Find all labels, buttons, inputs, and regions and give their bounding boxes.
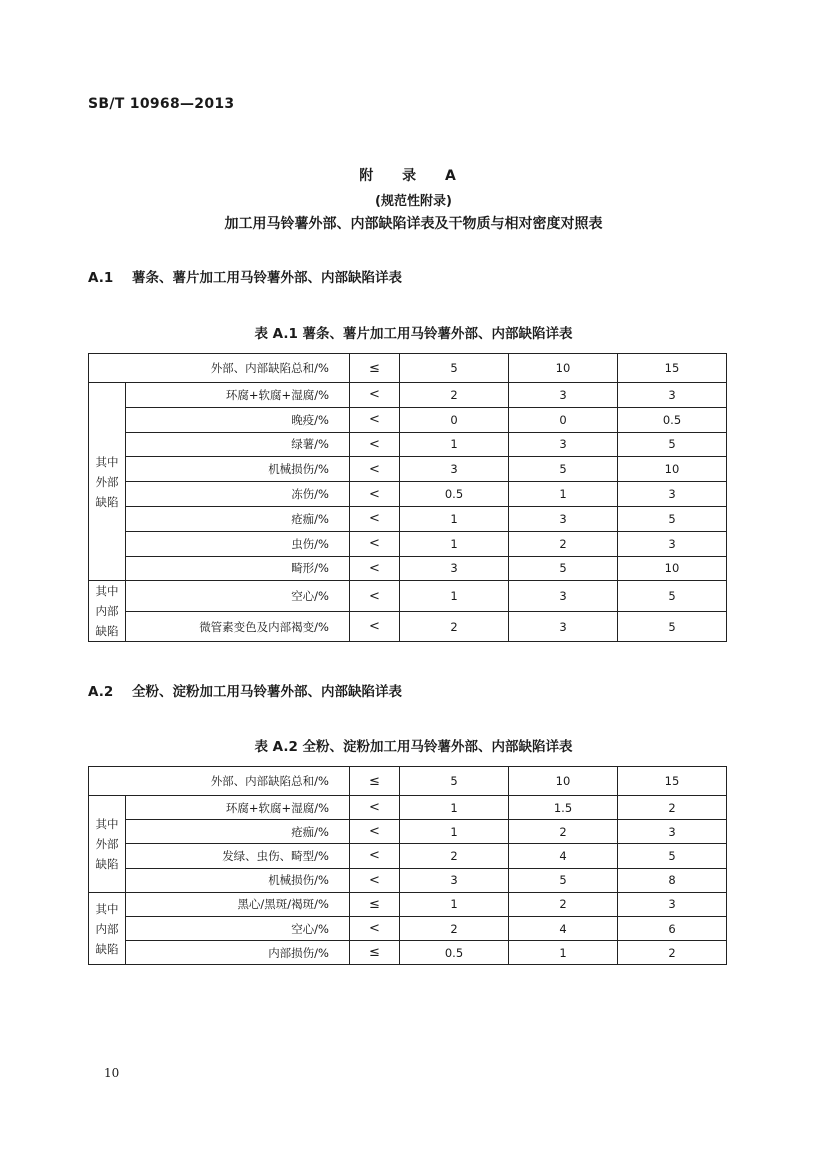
value-cell: 1 (509, 941, 618, 965)
comparison-symbol: < (350, 432, 400, 457)
value-cell: 1 (400, 506, 509, 531)
section-title: 薯条、薯片加工用马铃薯外部、内部缺陷详表 (132, 270, 402, 286)
value-cell: 5 (618, 611, 727, 642)
row-label: 晚疫/% (126, 407, 350, 432)
value-cell: 3 (618, 531, 727, 556)
value-cell: 1 (400, 796, 509, 820)
table-row (89, 383, 727, 408)
value-cell: 1 (400, 432, 509, 457)
value-cell: 0 (509, 407, 618, 432)
row-label: 冻伤/% (126, 482, 350, 507)
value-cell: 3 (618, 892, 727, 916)
comparison-symbol: < (350, 611, 400, 642)
value-cell: 3 (618, 482, 727, 507)
internal-defects-group-label: 其中 内部 缺陷 (89, 581, 126, 642)
value-cell: 3 (618, 383, 727, 408)
table-row (89, 432, 727, 457)
external-defects-group-label: 其中 外部 缺陷 (89, 383, 126, 581)
value-cell: 1 (400, 820, 509, 844)
table-row (89, 844, 727, 868)
comparison-symbol: < (350, 868, 400, 892)
value-cell: 10 (509, 354, 618, 383)
row-label: 环腐+软腐+湿腐/% (126, 796, 350, 820)
standard-code: SB/T 10968—2013 (88, 96, 235, 112)
table-row (89, 354, 727, 383)
comparison-symbol: ≤ (350, 941, 400, 965)
table-row (89, 611, 727, 642)
value-cell: 10 (618, 457, 727, 482)
comparison-symbol: ≤ (350, 767, 400, 796)
section-title: 全粉、淀粉加工用马铃薯外部、内部缺陷详表 (132, 684, 402, 700)
row-label: 黑心/黑斑/褐斑/% (126, 892, 350, 916)
row-label: 外部、内部缺陷总和/% (89, 767, 350, 796)
table-row (89, 820, 727, 844)
value-cell: 2 (400, 611, 509, 642)
value-cell: 15 (618, 354, 727, 383)
table-row (89, 767, 727, 796)
annex-title: 附 录 A (359, 168, 468, 184)
row-label: 虫伤/% (126, 531, 350, 556)
value-cell: 5 (618, 844, 727, 868)
value-cell: 5 (400, 354, 509, 383)
table-row (89, 892, 727, 916)
table-a2 (88, 766, 727, 965)
value-cell: 3 (400, 868, 509, 892)
comparison-symbol: < (350, 844, 400, 868)
value-cell: 15 (618, 767, 727, 796)
row-label: 机械损伤/% (126, 868, 350, 892)
value-cell: 5 (618, 581, 727, 612)
table-row (89, 916, 727, 940)
row-label: 内部损伤/% (126, 941, 350, 965)
comparison-symbol: < (350, 407, 400, 432)
value-cell: 0 (400, 407, 509, 432)
table-row (89, 796, 727, 820)
row-label: 空心/% (126, 581, 350, 612)
section-number: A.2 (88, 684, 114, 700)
value-cell: 1.5 (509, 796, 618, 820)
comparison-symbol: < (350, 820, 400, 844)
value-cell: 1 (400, 581, 509, 612)
section-number: A.1 (88, 270, 114, 286)
value-cell: 3 (509, 611, 618, 642)
table-row (89, 407, 727, 432)
comparison-symbol: < (350, 916, 400, 940)
comparison-symbol: < (350, 482, 400, 507)
value-cell: 2 (618, 796, 727, 820)
table-row (89, 941, 727, 965)
row-label: 畸形/% (126, 556, 350, 581)
comparison-symbol: ≤ (350, 354, 400, 383)
row-label: 疮痂/% (126, 820, 350, 844)
value-cell: 2 (509, 820, 618, 844)
value-cell: 8 (618, 868, 727, 892)
value-cell: 1 (400, 531, 509, 556)
value-cell: 3 (400, 457, 509, 482)
table-a1 (88, 353, 727, 642)
value-cell: 2 (400, 844, 509, 868)
value-cell: 2 (400, 916, 509, 940)
table-row (89, 868, 727, 892)
value-cell: 3 (509, 581, 618, 612)
value-cell: 3 (509, 506, 618, 531)
table-row (89, 531, 727, 556)
comparison-symbol: < (350, 796, 400, 820)
value-cell: 5 (400, 767, 509, 796)
row-label: 环腐+软腐+湿腐/% (126, 383, 350, 408)
value-cell: 3 (618, 820, 727, 844)
table-a2-caption: 表 A.2 全粉、淀粉加工用马铃薯外部、内部缺陷详表 (254, 739, 573, 755)
comparison-symbol: < (350, 581, 400, 612)
section-a1-heading (88, 266, 402, 286)
row-label: 绿薯/% (126, 432, 350, 457)
value-cell: 5 (509, 868, 618, 892)
value-cell: 3 (509, 383, 618, 408)
value-cell: 3 (509, 432, 618, 457)
comparison-symbol: < (350, 383, 400, 408)
row-label: 外部、内部缺陷总和/% (89, 354, 350, 383)
value-cell: 10 (618, 556, 727, 581)
value-cell: 5 (618, 506, 727, 531)
section-a2-heading (88, 680, 402, 700)
internal-defects-group-label: 其中 内部 缺陷 (89, 892, 126, 965)
annex-name: 加工用马铃薯外部、内部缺陷详表及干物质与相对密度对照表 (224, 216, 603, 232)
value-cell: 5 (618, 432, 727, 457)
row-label: 疮痂/% (126, 506, 350, 531)
table-row (89, 581, 727, 612)
value-cell: 5 (509, 457, 618, 482)
value-cell: 4 (509, 916, 618, 940)
comparison-symbol: < (350, 506, 400, 531)
row-label: 微管素变色及内部褐变/% (126, 611, 350, 642)
table-row (89, 506, 727, 531)
value-cell: 10 (509, 767, 618, 796)
value-cell: 0.5 (400, 941, 509, 965)
table-row (89, 482, 727, 507)
annex-subtitle: (规范性附录) (375, 194, 452, 209)
value-cell: 1 (509, 482, 618, 507)
comparison-symbol: < (350, 531, 400, 556)
comparison-symbol: ≤ (350, 892, 400, 916)
table-row (89, 556, 727, 581)
row-label: 发绿、虫伤、畸型/% (126, 844, 350, 868)
external-defects-group-label: 其中 外部 缺陷 (89, 796, 126, 893)
table-row (89, 457, 727, 482)
value-cell: 2 (618, 941, 727, 965)
value-cell: 6 (618, 916, 727, 940)
comparison-symbol: < (350, 556, 400, 581)
value-cell: 1 (400, 892, 509, 916)
value-cell: 2 (509, 892, 618, 916)
value-cell: 2 (509, 531, 618, 556)
row-label: 机械损伤/% (126, 457, 350, 482)
value-cell: 0.5 (400, 482, 509, 507)
comparison-symbol: < (350, 457, 400, 482)
value-cell: 3 (400, 556, 509, 581)
table-a1-caption: 表 A.1 薯条、薯片加工用马铃薯外部、内部缺陷详表 (254, 326, 573, 342)
value-cell: 5 (509, 556, 618, 581)
value-cell: 4 (509, 844, 618, 868)
row-label: 空心/% (126, 916, 350, 940)
page-number: 10 (104, 1066, 120, 1080)
value-cell: 2 (400, 383, 509, 408)
value-cell: 0.5 (618, 407, 727, 432)
